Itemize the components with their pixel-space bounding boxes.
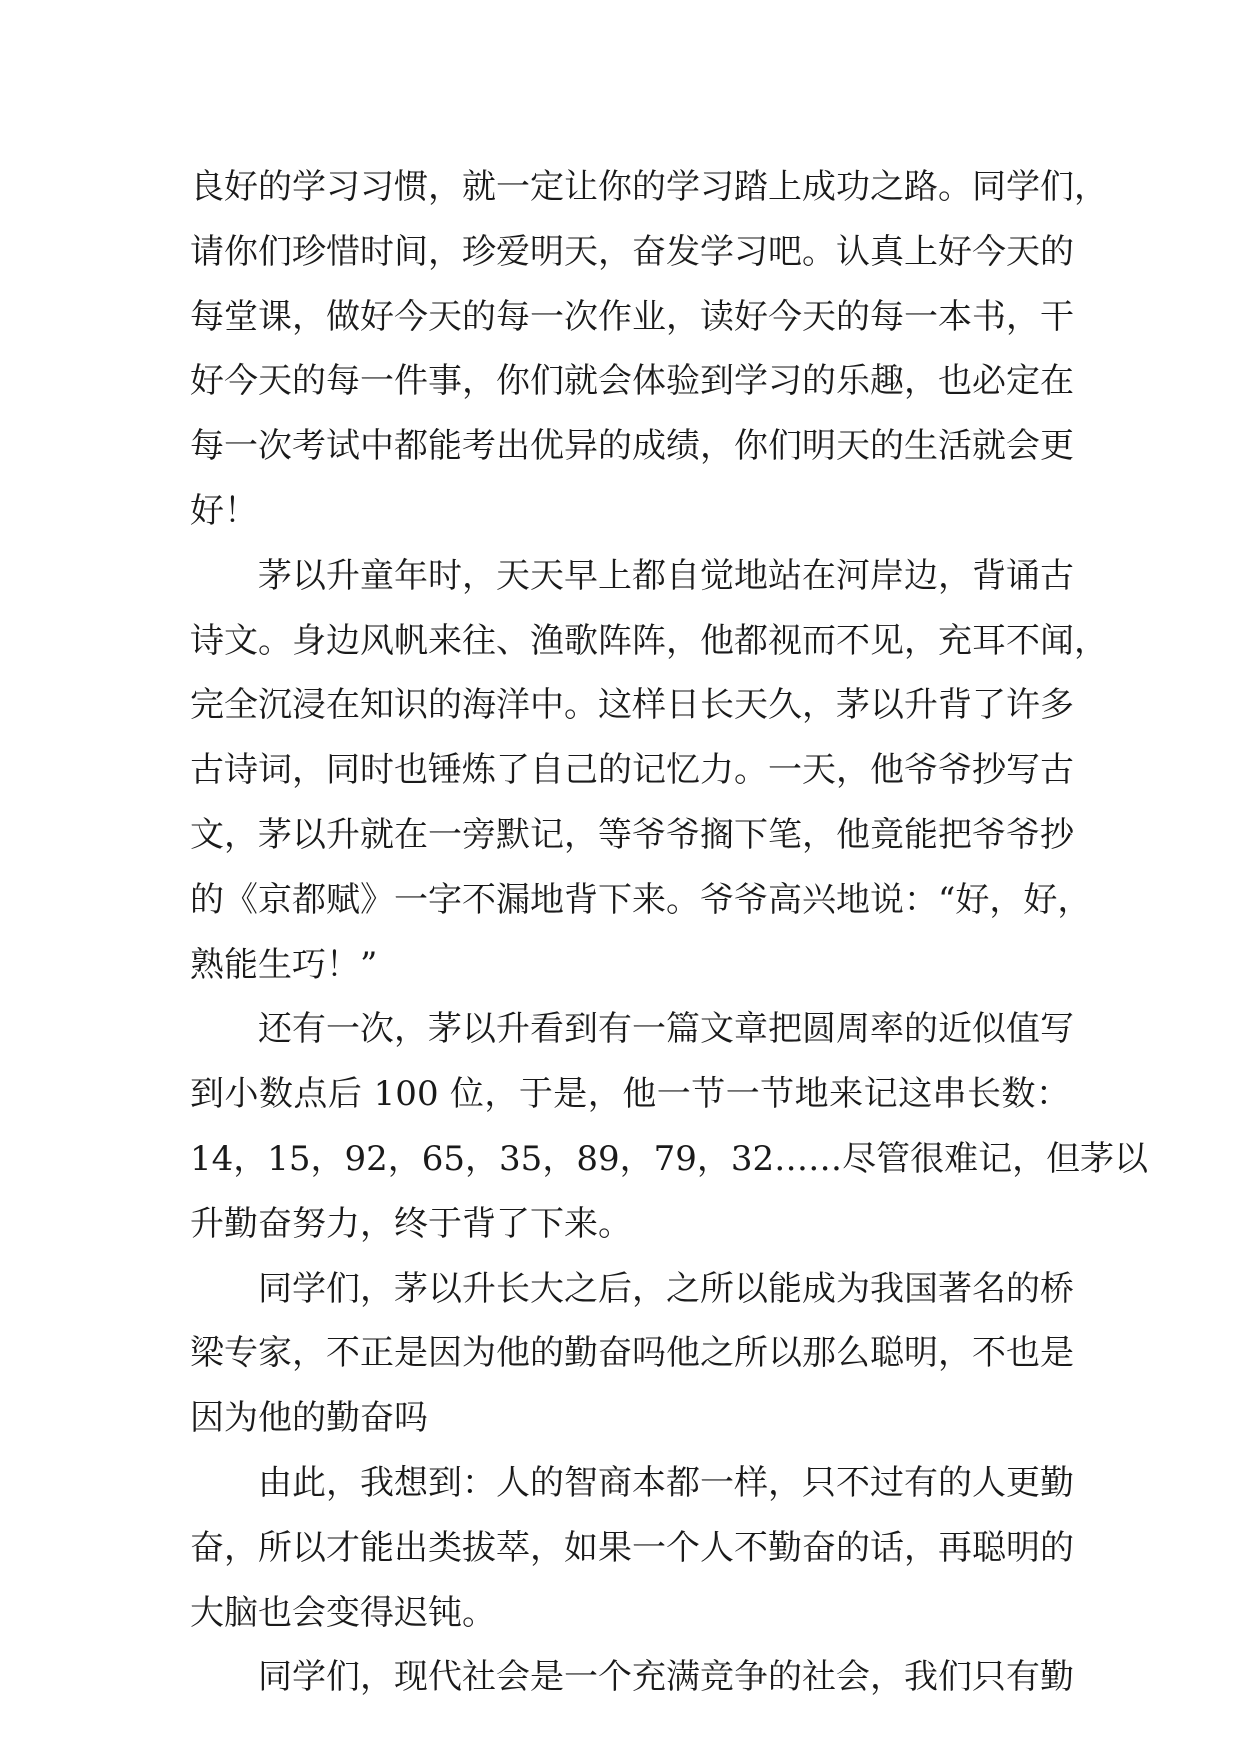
text-line: 请你们珍惜时间，珍爱明天，奋发学习吧。认真上好今天的: [190, 231, 1074, 272]
text-line: 茅以升童年时，天天早上都自觉地站在河岸边，背诵古: [258, 555, 1074, 596]
text-line: 14，15，92，65，35，89，79，32……尽管很难记，但茅以: [190, 1138, 1149, 1179]
text-line: 每堂课，做好今天的每一次作业，读好今天的每一本书，干: [190, 296, 1074, 337]
text-line: 梁专家，不正是因为他的勤奋吗他之所以那么聪明，不也是: [190, 1333, 1074, 1374]
text-line: 完全沉浸在知识的海洋中。这样日长天久，茅以升背了许多: [190, 685, 1074, 726]
text-line: 良好的学习习惯，就一定让你的学习踏上成功之路。同学们，: [190, 167, 1108, 207]
text-line: 奋，所以才能出类拔萃，如果一个人不勤奋的话，再聪明的: [190, 1527, 1074, 1568]
text-line: 同学们，茅以升长大之后，之所以能成为我国著名的桥: [258, 1268, 1074, 1309]
text-line: 好今天的每一件事，你们就会体验到学习的乐趣，也必定在: [190, 361, 1074, 402]
text-line: 因为他的勤奋吗: [190, 1398, 428, 1439]
text-line: 大脑也会变得迟钝。: [190, 1592, 496, 1633]
text-line: 由此，我想到：人的智商本都一样，只不过有的人更勤: [258, 1462, 1074, 1503]
text-line: 每一次考试中都能考出优异的成绩，你们明天的生活就会更: [190, 426, 1074, 467]
text-line: 升勤奋努力，终于背了下来。: [190, 1203, 632, 1244]
body-text: [190, 155, 1149, 1710]
text-line: 熟能生巧！”: [190, 944, 378, 985]
text-line: 还有一次，茅以升看到有一篇文章把圆周率的近似值写: [258, 1009, 1074, 1050]
text-line: 文，茅以升就在一旁默记，等爷爷搁下笔，他竟能把爷爷抄: [190, 814, 1074, 855]
text-line: 好！: [190, 490, 258, 531]
text-line: 古诗词，同时也锤炼了自己的记忆力。一天，他爷爷抄写古: [190, 750, 1074, 791]
text-line: 同学们，现代社会是一个充满竞争的社会，我们只有勤: [258, 1657, 1074, 1698]
text-line: 到小数点后 100 位，于是，他一节一节地来记这串长数：: [190, 1074, 1070, 1115]
text-line: 诗文。身边风帆来往、渔歌阵阵，他都视而不见，充耳不闻，: [190, 620, 1108, 661]
text-line: 的《京都赋》一字不漏地背下来。爷爷高兴地说：“好，好，: [190, 879, 1092, 920]
